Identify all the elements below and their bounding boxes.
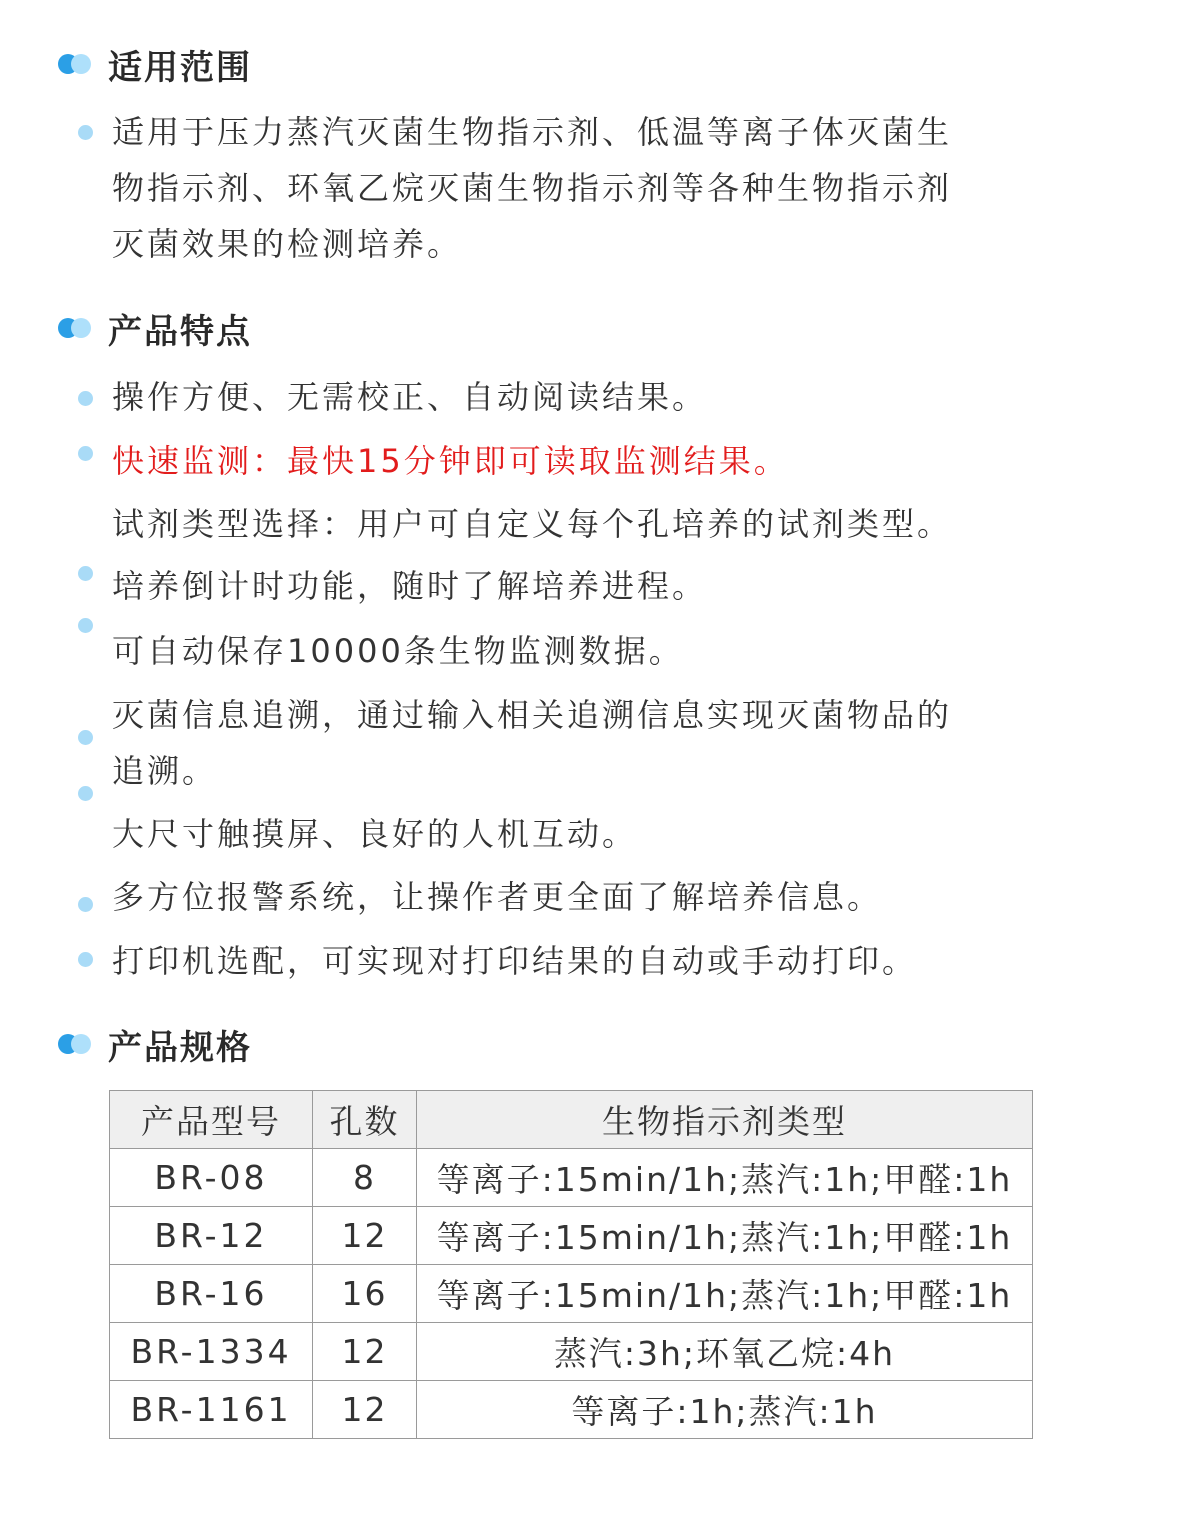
cell-model: BR-16 [110,1265,313,1323]
cell-indicator: 等离子:1h;蒸汽:1h [417,1381,1033,1439]
bullet-dot-icon [78,446,93,461]
cell-wells: 12 [313,1207,417,1265]
feature-touchscreen: 大尺寸触摸屏、良好的人机互动。 [112,815,638,853]
cell-model: BR-08 [110,1149,313,1207]
cell-indicator: 等离子:15min/1h;蒸汽:1h;甲醛:1h [417,1207,1033,1265]
section-specs-header [58,1020,252,1068]
cell-model: BR-1161 [110,1381,313,1439]
scope-line-2: 物指示剂、环氧乙烷灭菌生物指示剂等各种生物指示剂 [112,169,953,207]
cell-model: BR-1334 [110,1323,313,1381]
section-features-header [58,304,252,352]
table-row [110,1381,1033,1439]
cell-wells: 8 [313,1149,417,1207]
bullet-dot-icon [78,618,93,633]
spec-table-header-row [110,1091,1033,1149]
cell-wells: 12 [313,1323,417,1381]
spec-table [109,1090,1033,1439]
header-wells: 孔数 [313,1091,417,1149]
section-features-title: 产品特点 [108,311,252,352]
section-bullet-icon [58,1032,96,1056]
bullet-dot-icon [78,125,93,140]
section-specs-title: 产品规格 [108,1027,252,1068]
cell-indicator: 等离子:15min/1h;蒸汽:1h;甲醛:1h [417,1265,1033,1323]
cell-indicator: 蒸汽:3h;环氧乙烷:4h [417,1323,1033,1381]
feature-alarm: 多方位报警系统，让操作者更全面了解培养信息。 [112,878,883,916]
feature-printer: 打印机选配，可实现对打印结果的自动或手动打印。 [112,942,918,980]
bullet-dot-icon [78,897,93,912]
section-scope-header [58,40,252,88]
cell-wells: 16 [313,1265,417,1323]
feature-trace-line-2: 追溯。 [112,752,218,790]
feature-fast-detect: 快速监测：最快15分钟即可读取监测结果。 [112,442,789,480]
feature-operation: 操作方便、无需校正、自动阅读结果。 [112,378,708,416]
table-row [110,1149,1033,1207]
feature-trace-line-1: 灭菌信息追溯，通过输入相关追溯信息实现灭菌物品的 [112,696,953,734]
bullet-dot-icon [78,391,93,406]
feature-countdown: 培养倒计时功能，随时了解培养进程。 [112,567,708,605]
feature-storage: 可自动保存10000条生物监测数据。 [112,632,684,670]
section-bullet-icon [58,52,96,76]
table-row [110,1207,1033,1265]
header-model: 产品型号 [110,1091,313,1149]
scope-line-3: 灭菌效果的检测培养。 [112,225,463,263]
cell-wells: 12 [313,1381,417,1439]
section-bullet-icon [58,316,96,340]
feature-reagent-type: 试剂类型选择：用户可自定义每个孔培养的试剂类型。 [112,505,953,543]
scope-line-1: 适用于压力蒸汽灭菌生物指示剂、低温等离子体灭菌生 [112,113,953,151]
table-row [110,1265,1033,1323]
header-indicator: 生物指示剂类型 [417,1091,1033,1149]
bullet-dot-icon [78,786,93,801]
cell-indicator: 等离子:15min/1h;蒸汽:1h;甲醛:1h [417,1149,1033,1207]
bullet-dot-icon [78,730,93,745]
bullet-dot-icon [78,566,93,581]
table-row [110,1323,1033,1381]
bullet-dot-icon [78,952,93,967]
cell-model: BR-12 [110,1207,313,1265]
section-scope-title: 适用范围 [108,47,252,88]
